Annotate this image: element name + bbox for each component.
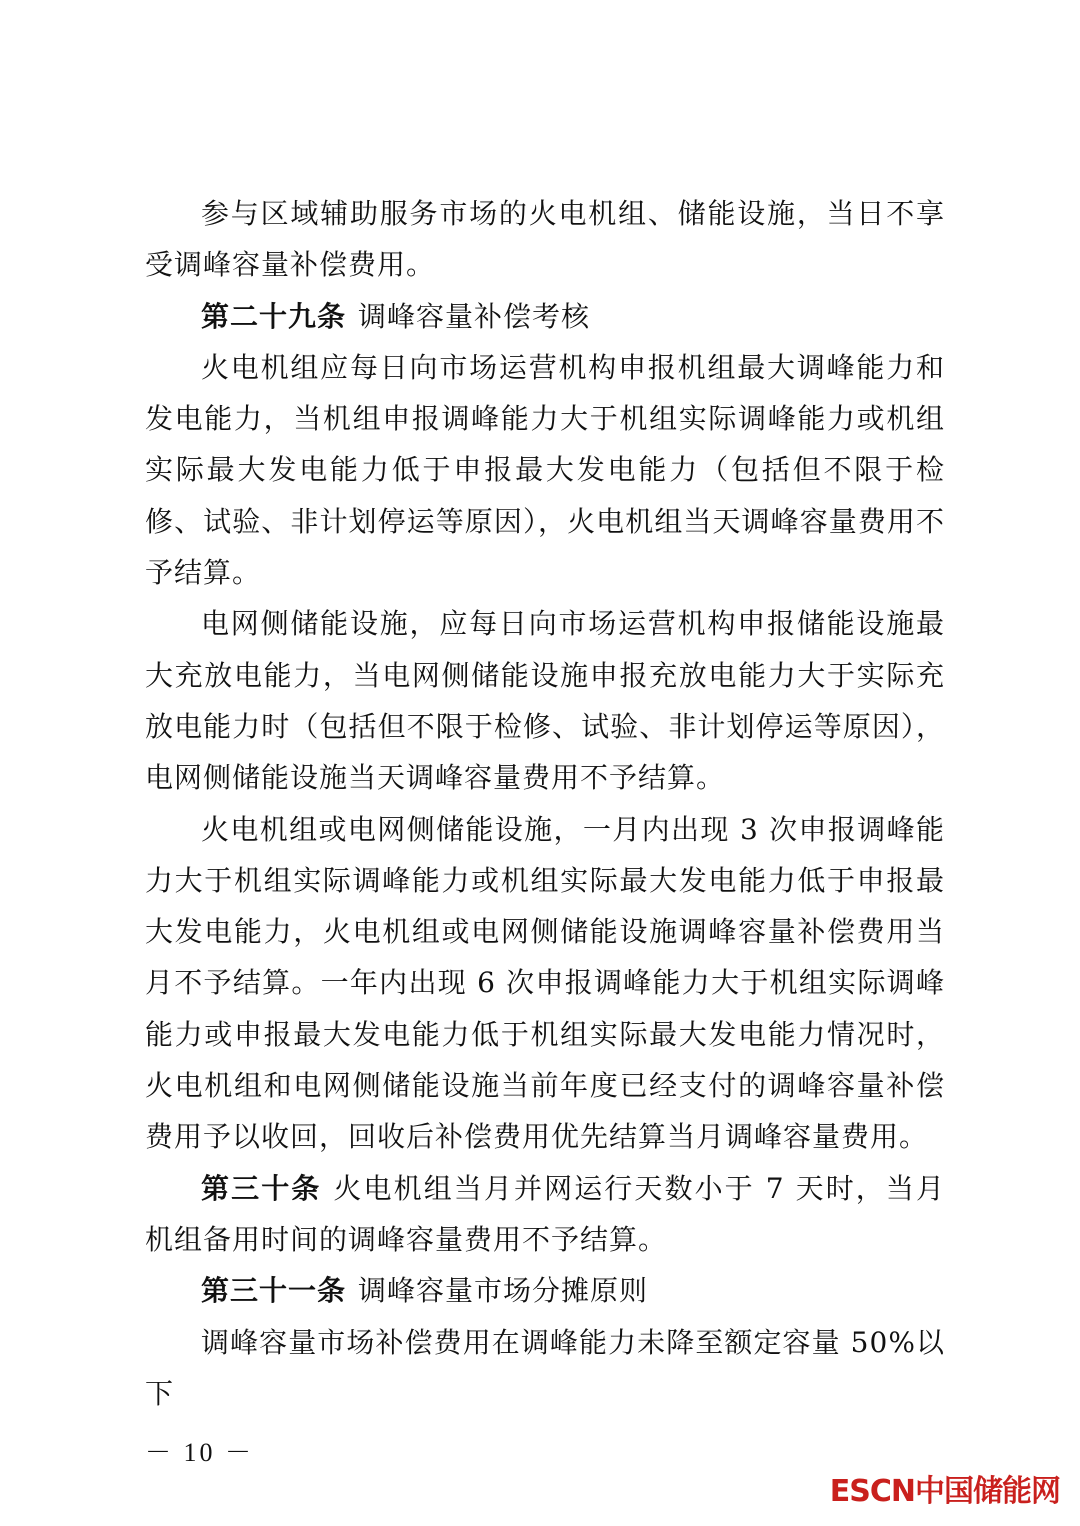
article-30 [145,1163,945,1266]
escn-watermark-logo: ESCN中国储能网 [829,1474,1060,1509]
article-29-heading [145,291,945,342]
paragraph: 火电机组应每日向市场运营机构申报机组最大调峰能力和发电能力，当机组申报调峰能力大于机组实际调峰能力或机组实际最大发电能力低于申报最大发电能力（包括但不限于检修、试验、非计划停运等原因），火电机组当天调峰容量费用不予结算。 [145,350,945,590]
paragraph: 参与区域辅助服务市场的火电机组、储能设施，当日不享受调峰容量补偿费用。 [145,197,945,282]
article-29-title: 调峰容量补偿考核 [358,299,591,333]
document-body [145,188,945,1419]
article-31-label: 第三十一条 [201,1274,347,1308]
article-30-label: 第三十条 [201,1171,322,1205]
article-31-heading [145,1265,945,1316]
paragraph: 电网侧储能设施，应每日向市场运营机构申报储能设施最大充放电能力，当电网侧储能设施申报充放电能力大于实际充放电能力时（包括但不限于检修、试验、非计划停运等原因），电网侧储能设施当天调峰容量费用不予结算。 [145,607,945,795]
article-30-text: 火电机组当月并网运行天数小于 7 天时，当月机组备用时间的调峰容量费用不予结算。 [145,1171,945,1256]
article-29-label: 第二十九条 [201,299,347,333]
page-number: － 10 － [145,1438,255,1467]
paragraph: 火电机组或电网侧储能设施，一月内出现 3 次申报调峰能力大于机组实际调峰能力或机组实际最大发电能力低于申报最大发电能力，火电机组或电网侧储能设施调峰容量补偿费用当月不予结算。一年内出现 6 次申报调峰能力大于机组实际调峰能力或申报最大发电能力低于机组实际最大发电能力情况时，火电机组和电网侧储能设施当前年度已经支付的调峰容量补偿费用予以收回，回收后补偿费用优先结算当月调峰容量费用。 [145,812,945,1154]
article-31-title: 调峰容量市场分摊原则 [358,1274,649,1308]
paragraph: 调峰容量市场补偿费用在调峰能力未降至额定容量 50%以下 [145,1325,945,1410]
